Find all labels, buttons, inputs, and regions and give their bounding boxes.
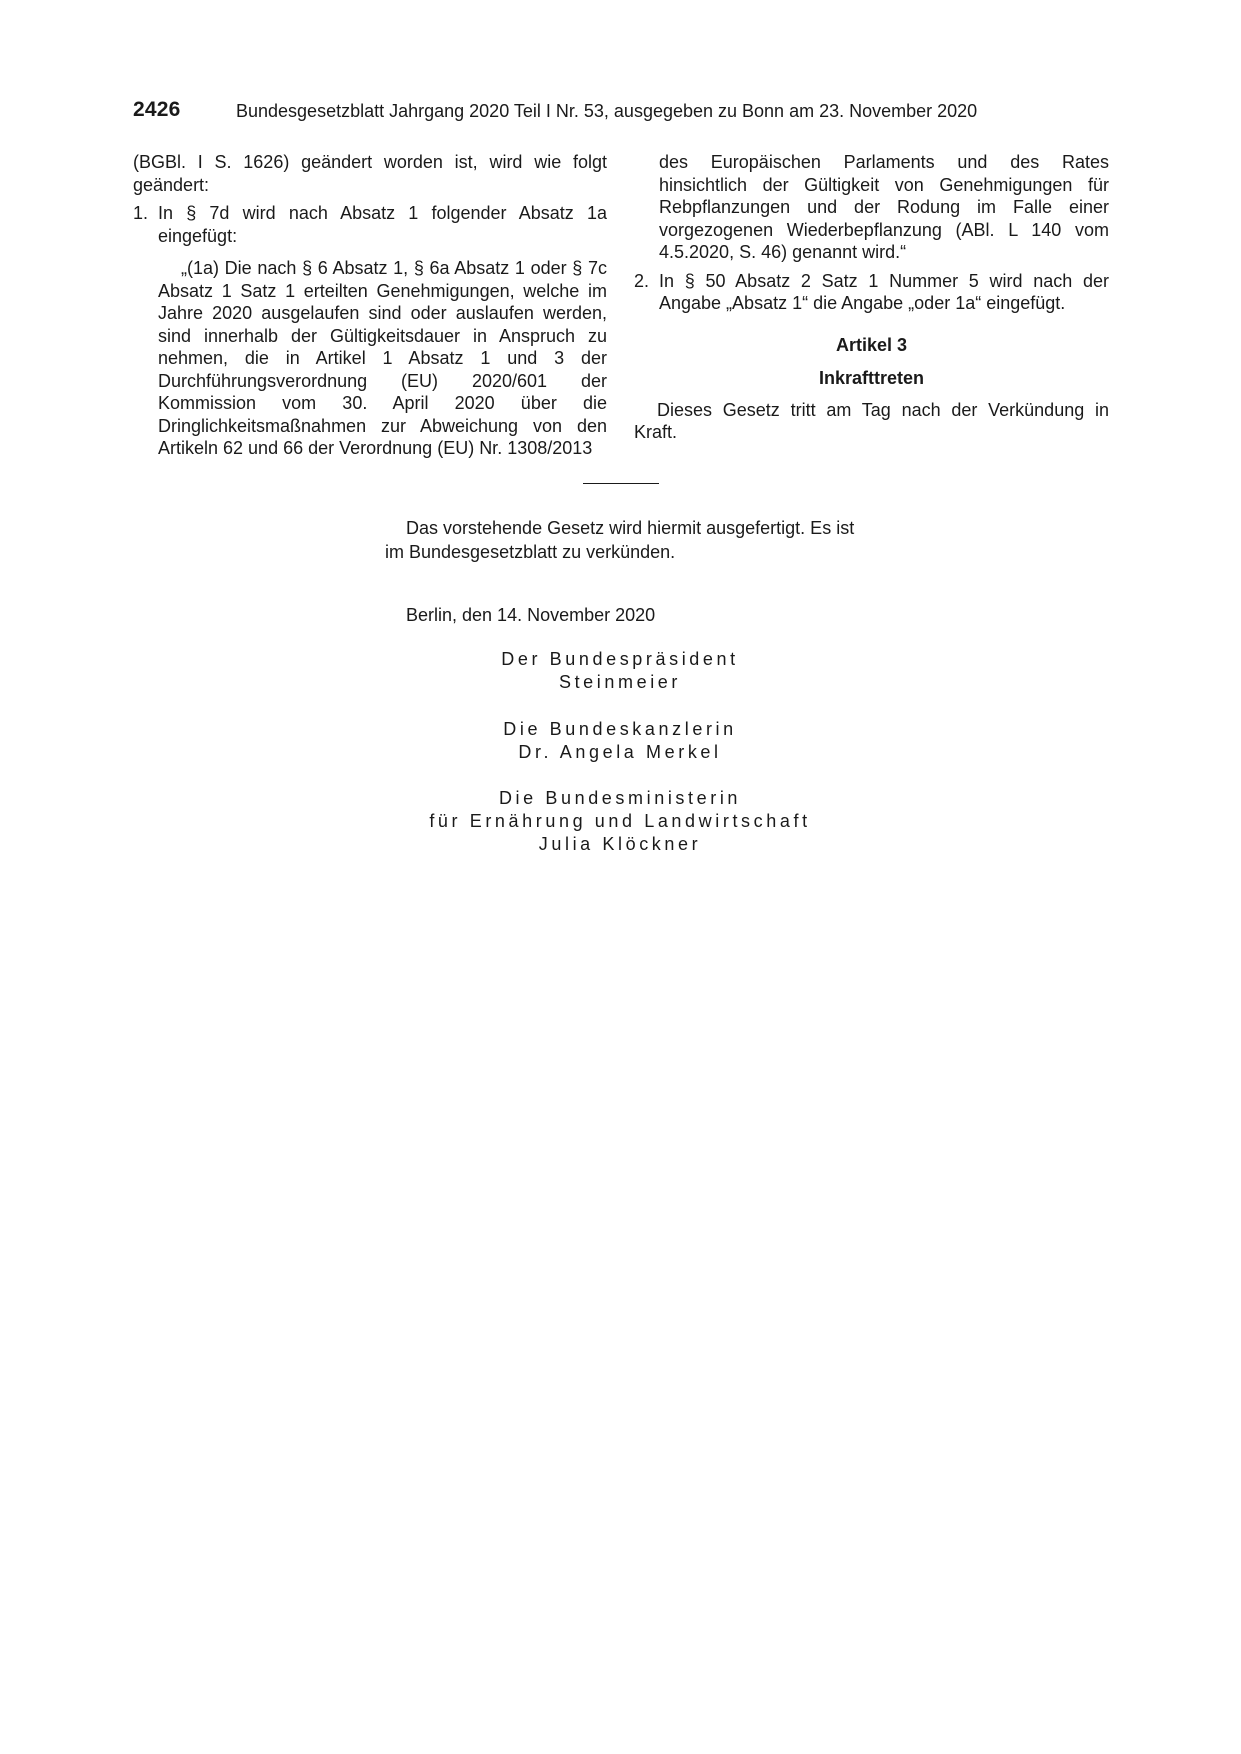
quoted-amendment: „(1a) Die nach § 6 Absatz 1, § 6a Absatz 1 oder § 7c Absatz 1 Satz 1 erteilten Genehmigungen, welche im Jahre 2020 ausgelaufen sind oder auslaufen werden, sind innerhalb der Gültigkeitsdauer in Anspruch zu nehmen, die in Artikel 1 Absatz 1 und 3 der Durchführungsverordnung (EU) 2020/601 der Kommission vom 30. April 2020 über die Dringlichkeitsmaßnahmen zur Abweichung von den Artikeln 62 und 66 der Verordnung (EU) Nr. 1308/2013: [158, 258, 607, 458]
place-date: Berlin, den 14. November 2020: [406, 605, 656, 625]
signature-name: Dr. Angela Merkel: [518, 742, 722, 762]
signature-title: Die Bundeskanzlerin: [503, 719, 737, 739]
signature-block-minister: [370, 787, 870, 856]
article-text: Dieses Gesetz tritt am Tag nach der Verkündung in Kraft.: [634, 399, 1109, 442]
list-item-1-text: In § 7d wird nach Absatz 1 folgender Absatz 1a eingefügt:: [158, 203, 607, 246]
quoted-amendment-continued: des Europäischen Parlaments und des Rates hinsichtlich der Gültigkeit von Genehmigungen für Rebpflanzungen und der Rodung im Falle einer vorgezogenen Wiederbepflanzung (ABl. L 140 vom 4.5.2020, S. 46) genannt wird.“: [659, 152, 1109, 262]
article-heading: Artikel 3: [835, 334, 908, 355]
list-item-1: [133, 202, 607, 247]
left-column: [133, 151, 607, 460]
signature-title-line2: für Ernährung und Landwirtschaft: [429, 811, 811, 831]
signature-block-president: [370, 648, 870, 694]
signature-block-chancellor: [370, 718, 870, 764]
intro-paragraph: (BGBl. I S. 1626) geändert worden ist, wird wie folgt geändert:: [133, 152, 607, 195]
signature-title: Der Bundespräsident: [501, 649, 739, 669]
list-item-2: [634, 270, 1109, 315]
signature-title: Die Bundesministerin: [498, 788, 742, 808]
article-title: Inkrafttreten: [818, 368, 925, 388]
closing-text: Das vorstehende Gesetz wird hiermit ausgefertigt. Es ist im Bundesgesetzblatt zu verkünden.: [385, 518, 855, 562]
page-number: 2426: [133, 98, 181, 121]
closing-statement: [385, 516, 855, 564]
list-item-2-number: 2.: [634, 270, 650, 291]
list-item-1-number: 1.: [133, 203, 149, 223]
signature-name: Julia Klöckner: [538, 834, 702, 854]
signature-name: Steinmeier: [558, 672, 682, 692]
list-item-2-text: In § 50 Absatz 2 Satz 1 Nummer 5 wird nach der Angabe „Absatz 1“ die Angabe „oder 1a“ eingefügt.: [659, 270, 1109, 313]
running-head: Bundesgesetzblatt Jahrgang 2020 Teil I Nr. 53, ausgegeben zu Bonn am 23. November 2020: [236, 101, 978, 121]
separator-rule: [583, 483, 659, 484]
right-column: [634, 151, 1109, 444]
